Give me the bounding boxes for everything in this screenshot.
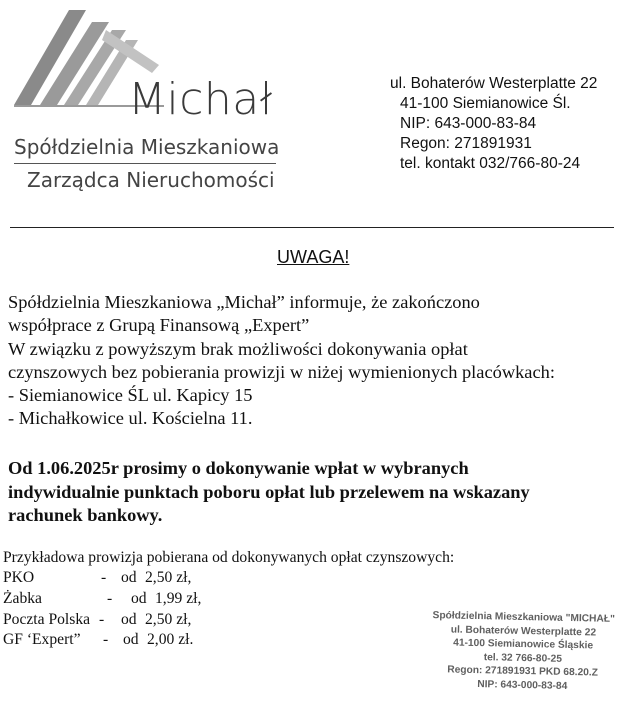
fee-row <box>3 610 233 631</box>
fee-dash: - <box>101 569 107 586</box>
fee-row <box>3 568 233 589</box>
fee-row <box>3 589 233 610</box>
fee-dash: - <box>103 631 109 649</box>
fees-list <box>3 568 233 651</box>
fee-row <box>3 630 233 651</box>
notice-title: UWAGA! <box>277 247 350 267</box>
fee-od: od <box>123 631 139 649</box>
paragraph-line: - Siemianowice ŚL ul. Kapicy 15 <box>8 385 253 406</box>
important-line: rachunek bankowy. <box>8 505 163 525</box>
fee-amount: 2,00 zł. <box>147 631 194 649</box>
paragraph-line: Spółdzielnia Mieszkaniowa „Michał” informuje, że zakończono <box>8 292 480 312</box>
fee-dash: - <box>107 589 113 607</box>
fee-od: od <box>131 589 147 607</box>
fee-dash: - <box>99 610 105 628</box>
fees-intro: Przykładowa prowizja pobierana od dokonywanych opłat czynszowych: <box>3 549 455 566</box>
important-line: Od 1.06.2025r prosimy o dokonywanie wpłat w wybranych <box>8 458 469 478</box>
notice-paragraph <box>8 291 638 431</box>
company-logo <box>0 0 300 210</box>
header-divider <box>10 227 614 228</box>
company-stamp <box>412 609 634 695</box>
paragraph-line: - Michałkowice ul. Kościelna 11. <box>8 408 253 429</box>
stamp-line: tel. 32 766-80-25 <box>483 651 563 665</box>
contact-regon: Regon: 271891931 <box>400 135 532 152</box>
stamp-line: Spółdzielnia Mieszkaniowa "MICHAŁ" <box>432 610 615 625</box>
stamp-line: 41-100 Siemianowice Śląskie <box>453 637 594 652</box>
fee-provider: Żabka <box>3 589 42 607</box>
fee-provider: GF ‘Expert” <box>3 631 81 649</box>
contact-city: 41-100 Siemianowice Śl. <box>400 95 571 112</box>
fee-od: od <box>121 569 137 586</box>
stamp-line: ul. Bohaterów Westerplatte 22 <box>450 623 597 639</box>
paragraph-line: czynszowych bez pobierania prowizji w niżej wymienionych placówkach: <box>8 361 555 382</box>
fee-provider: Poczta Polska <box>3 610 91 628</box>
logo-divider <box>14 163 276 164</box>
stamp-line: Regon: 271891931 PKD 68.20.Z <box>447 664 598 679</box>
contact-nip: NIP: 643-000-83-84 <box>400 115 537 132</box>
logo-subtitle: Spółdzielnia Mieszkaniowa <box>14 135 280 159</box>
stamp-line: NIP: 643-000-83-84 <box>477 678 568 692</box>
logo-tagline: Zarządca Nieruchomości <box>27 168 275 192</box>
fee-amount: 2,50 zł, <box>145 569 192 586</box>
fee-amount: 2,50 zł, <box>145 610 192 628</box>
notice-important <box>8 457 628 528</box>
contact-phone: tel. kontakt 032/766-80-24 <box>400 155 581 172</box>
logo-name: Michał <box>128 74 273 125</box>
important-line: indywidualnie punktach poboru opłat lub przelewem na wskazany <box>8 481 530 502</box>
paragraph-line: W związku z powyższym brak możliwości dokonywania opłat <box>8 338 468 359</box>
fee-amount: 1,99 zł, <box>155 589 202 607</box>
fee-provider: PKO <box>3 569 35 586</box>
fee-od: od <box>121 610 137 628</box>
paragraph-line: współprace z Grupą Finansową „Expert” <box>8 315 310 336</box>
contact-address: ul. Bohaterów Westerplatte 22 <box>390 75 598 92</box>
contact-block <box>390 74 597 174</box>
